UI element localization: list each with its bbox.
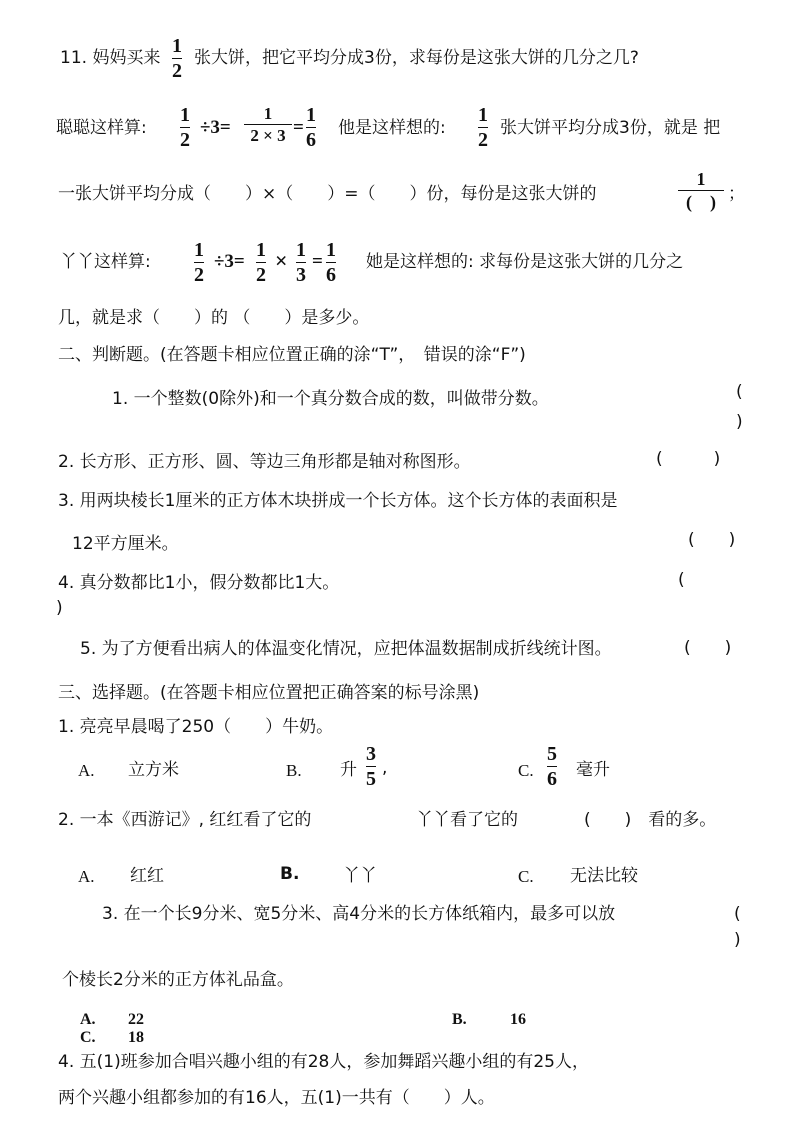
choice-q2-c-label: C. (518, 867, 534, 886)
choice-q3-c-value: 18 (128, 1029, 144, 1046)
fraction-one-third: 1 3 (296, 239, 306, 286)
judge-q1-paren-close: ) (736, 412, 743, 432)
choice-q4-line1: 4. 五(1)班参加合唱兴趣小组的有28人，参加舞蹈兴趣小组的有25人， (58, 1052, 589, 1072)
choice-q1-b-text: 升 (340, 760, 357, 780)
choice-q2-mid: 丫丫看了它的 (416, 810, 518, 830)
choice-q3-line2: 个棱长2分米的正方体礼品盒。 (62, 970, 294, 990)
choice-q2-start: 2. 一本《西游记》, 红红看了它的 (58, 810, 312, 830)
choice-q4-line2: 两个兴趣小组都参加的有16人，五(1)一共有（ ）人。 (58, 1088, 495, 1108)
equals-2: = (312, 251, 323, 272)
choice-q1-b-label: B. (286, 761, 302, 780)
choice-q3-b-value: 16 (510, 1011, 526, 1028)
choice-q2-c-text: 无法比较 (570, 866, 638, 886)
judge-q3-line2: 12平方厘米。 (72, 534, 179, 554)
judge-q1: 1. 一个整数(0除外)和一个真分数合成的数，叫做带分数。 (112, 389, 549, 409)
congcong-think: 他是这样想的: (338, 118, 446, 138)
choice-q2-end: ( ) 看的多。 (584, 810, 717, 830)
judge-q5-paren: ( ) (684, 638, 732, 658)
divide-three: ÷3= (200, 117, 231, 138)
fraction-one-over-2x3: 1 2 × 3 (244, 105, 292, 144)
section3-title: 三、选择题。(在答题卡相应位置把正确答案的标号涂黑) (58, 683, 480, 703)
fraction-one-half: 1 2 (172, 35, 182, 82)
choice-q2-a-label: A. (78, 867, 95, 886)
judge-q1-paren-open: ( (736, 382, 743, 402)
semicolon: ； (728, 184, 745, 204)
choice-q1-c-label: C. (518, 761, 534, 780)
judge-q2-paren: ( ) (656, 449, 721, 469)
q11-line1-end: 张大饼，把它平均分成3份，求每份是这张大饼的几分之几? (194, 48, 639, 68)
congcong-tail: 张大饼平均分成3份，就是 把 (500, 118, 721, 138)
judge-q5: 5. 为了方便看出病人的体温变化情况，应把体温数据制成折线统计图。 (80, 639, 612, 659)
choice-q3-a-label: A. (80, 1011, 96, 1028)
q11-line1-start: 11. 妈妈买来 (60, 48, 161, 68)
times-sign: × (275, 248, 288, 273)
choice-q3-a-value: 22 (128, 1011, 144, 1028)
judge-q4-paren-open: ( (678, 570, 685, 590)
choice-q1-b-comma: , (382, 758, 388, 778)
judge-q3-paren: ( ) (688, 530, 736, 550)
judge-q4: 4. 真分数都比1小，假分数都比1大。 (58, 573, 340, 593)
choice-q1: 1. 亮亮早晨喝了250（ ）牛奶。 (58, 717, 334, 737)
section2-title: 二、判断题。(在答题卡相应位置正确的涂“T”， 错误的涂“F”) (58, 345, 526, 365)
choice-q2-b-text: 丫丫 (343, 866, 377, 886)
fraction-one-over-blank: 1 ( ) (678, 170, 724, 211)
choice-q2-b-label: B. (280, 864, 300, 884)
q11-line5: 几，就是求（ ）的 （ ）是多少。 (58, 308, 370, 328)
fraction-one-sixth-2: 1 6 (326, 239, 336, 286)
congcong-label: 聪聪这样算: (56, 118, 147, 138)
choice-q3-b-label: B. (452, 1011, 467, 1028)
fraction-five-sixths: 5 6 (547, 743, 557, 790)
choice-q3-c-label: C. (80, 1029, 96, 1046)
choice-q1-c-text: 毫升 (576, 760, 610, 780)
choice-q3-paren-open: ( (734, 904, 741, 924)
q11-line3: 一张大饼平均分成（ ）×（ ）=（ ）份，每份是这张大饼的 (58, 184, 597, 204)
choice-q1-a-label: A. (78, 761, 95, 780)
judge-q3-line1: 3. 用两块棱长1厘米的正方体木块拼成一个长方体。这个长方体的表面积是 (58, 491, 618, 511)
fraction-one-half-2: 1 2 (180, 104, 190, 151)
yaya-think: 她是这样想的: 求每份是这张大饼的几分之 (366, 252, 684, 272)
choice-q2-a-text: 红红 (130, 866, 164, 886)
divide-three-2: ÷3= (214, 251, 245, 272)
fraction-one-half-3: 1 2 (478, 104, 488, 151)
judge-q2: 2. 长方形、正方形、圆、等边三角形都是轴对称图形。 (58, 452, 471, 472)
judge-q4-paren-close: ) (56, 598, 63, 618)
choice-q3-line1: 3. 在一个长9分米、宽5分米、高4分米的长方体纸箱内，最多可以放 (102, 904, 616, 924)
fraction-three-fifths: 3 5 (366, 743, 376, 790)
fraction-one-half-5: 1 2 (256, 239, 266, 286)
fraction-one-half-4: 1 2 (194, 239, 204, 286)
choice-q3-paren-close: ) (734, 930, 741, 950)
equals: = (293, 117, 304, 138)
yaya-label: 丫丫这样算: (60, 252, 151, 272)
choice-q1-a-text: 立方米 (128, 760, 179, 780)
fraction-one-sixth: 1 6 (306, 104, 316, 151)
